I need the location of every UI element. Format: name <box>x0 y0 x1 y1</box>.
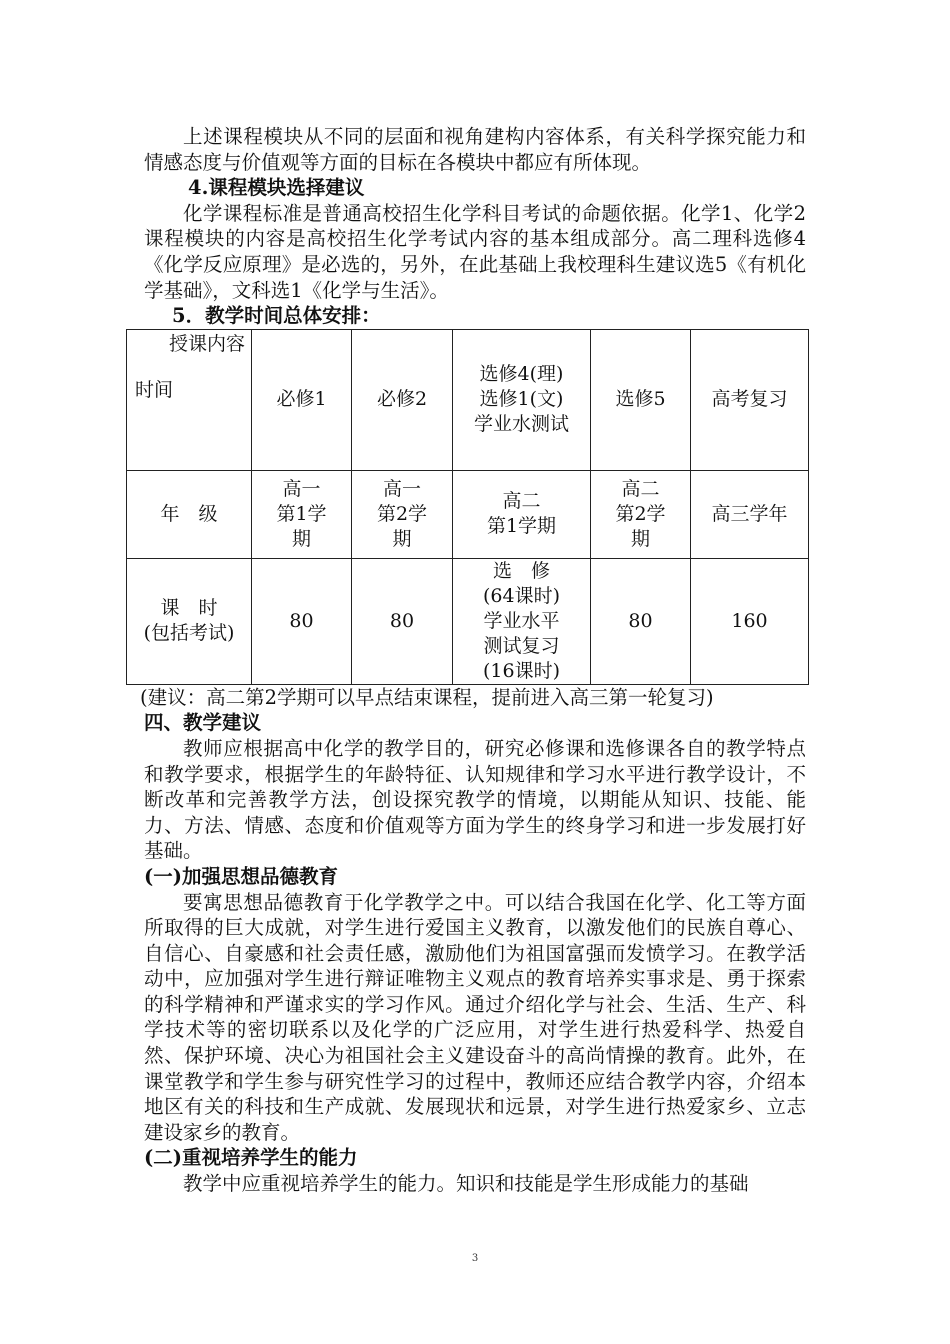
grade-cell: 高三学年 <box>691 470 809 558</box>
header-cell: 必修2 <box>352 329 453 470</box>
header-cell: 选修4(理) 选修1(文) 学业水测试 <box>453 329 591 470</box>
hours-row <box>127 558 809 684</box>
header-cell: 选修5 <box>591 329 691 470</box>
heading-ability-training: (二)重视培养学生的能力 <box>144 1146 358 1170</box>
grade-cell: 高二 第1学期 <box>453 470 591 558</box>
grade-row <box>127 470 809 558</box>
module-selection-paragraph: 化学课程标准是普通高校招生化学科目考试的命题依据。化学1、化学2课程模块的内容是高校招生化学考试内容的基本组成部分。高二理科选修4《化学反应原理》是必选的，另外，在此基础上我校理科生建议选5《有机化学基础》，文科选1《化学与生活》。 <box>144 201 806 302</box>
hours-label: 课 时 (包括考试) <box>127 558 252 684</box>
grade-cell: 高二 第2学 期 <box>591 470 691 558</box>
hours-cell: 选 修 (64课时) 学业水平 测试复习 (16课时) <box>453 558 591 684</box>
heading-moral-education: (一)加强思想品德教育 <box>144 864 338 888</box>
heading-teaching-suggestions: 四、教学建议 <box>144 711 262 735</box>
table-corner-cell <box>127 329 252 470</box>
grade-cell: 高一 第2学 期 <box>352 470 453 558</box>
schedule-table <box>126 329 809 685</box>
heading-time-schedule: 5．教学时间总体安排： <box>172 304 381 328</box>
document-body <box>135 124 806 1197</box>
grade-label: 年 级 <box>127 470 252 558</box>
hours-cell: 80 <box>252 558 352 684</box>
corner-time-label: 时间 <box>135 378 174 401</box>
ability-training-paragraph: 教学中应重视培养学生的能力。知识和技能是学生形成能力的基础 <box>183 1172 749 1196</box>
header-cell: 必修1 <box>252 329 352 470</box>
page-number: 3 <box>471 1253 479 1264</box>
moral-education-paragraph: 要寓思想品德教育于化学教学之中。可以结合我国在化学、化工等方面所取得的巨大成就，对学生进行爱国主义教育，以激发他们的民族自尊心、自信心、自豪感和社会责任感，激励他们为祖国富强而发愤学习。在教学活动中，应加强对学生进行辩证唯物主义观点的教育培养实事求是、勇于探索的科学精神和严谨求实的学习作风。通过介绍化学与社会、生活、生产、科学技术等的密切联系以及化学的广泛应用，对学生进行热爱科学、热爱自然、保护环境、决心为祖国社会主义建设奋斗的高尚情操的教育。此外，在课堂教学和学生参与研究性学习的过程中，教师还应结合教学内容，介绍本地区有关的科技和生产成就、发展现状和远景，对学生进行热爱家乡、立志建设家乡的教育。 <box>144 890 806 1144</box>
grade-cell: 高一 第1学 期 <box>252 470 352 558</box>
table-header-row <box>127 329 809 470</box>
header-cell: 高考复习 <box>691 329 809 470</box>
hours-cell: 80 <box>591 558 691 684</box>
intro-paragraph: 上述课程模块从不同的层面和视角建构内容体系，有关科学探究能力和情感态度与价值观等方面的目标在各模块中都应有所体现。 <box>144 125 806 174</box>
corner-content-label: 授课内容 <box>169 332 246 355</box>
hours-cell: 80 <box>352 558 453 684</box>
heading-module-selection: 4.课程模块选择建议 <box>188 176 365 200</box>
table-note: (建议：高二第2学期可以早点结束课程，提前进入高三第一轮复习) <box>140 685 714 709</box>
hours-cell: 160 <box>691 558 809 684</box>
teaching-suggestions-paragraph: 教师应根据高中化学的教学目的，研究必修课和选修课各自的教学特点和教学要求，根据学生的年龄特征、认知规律和学习水平进行教学设计，不断改革和完善教学方法，创设探究教学的情境，以期能从知识、技能、能力、方法、情感、态度和价值观等方面为学生的终身学习和进一步发展打好基础。 <box>144 736 806 863</box>
